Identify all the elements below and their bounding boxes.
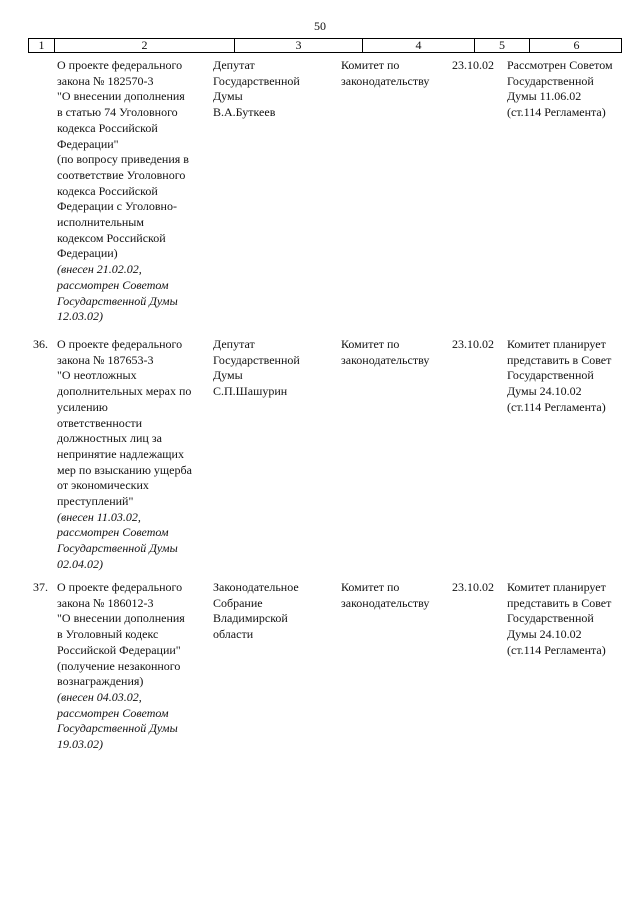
column-header-6: 6 <box>529 39 623 52</box>
law-line: закона № 182570-3 <box>57 73 154 88</box>
status <box>507 337 625 416</box>
column-header-row <box>28 38 622 53</box>
initiator-line: Государственной <box>213 73 300 88</box>
entry-number: 36. <box>33 337 48 351</box>
law-line: дополнительных мерах по <box>57 384 192 399</box>
entry-number: 37. <box>33 580 48 594</box>
initiator-line: Государственной <box>213 352 300 367</box>
status-line: Думы 24.10.02 <box>507 627 582 642</box>
date: 23.10.02 <box>452 580 494 594</box>
law-line: (внесен 04.03.02, <box>57 689 142 704</box>
status-line: (ст.114 Регламента) <box>507 399 606 414</box>
committee-line: Комитет по <box>341 580 400 594</box>
status <box>507 58 625 121</box>
initiator-line: В.А.Буткеев <box>213 105 276 120</box>
initiator-line: Владимирской <box>213 611 288 626</box>
law-line: 02.04.02) <box>57 556 103 571</box>
committee <box>341 580 449 611</box>
status-line: представить в Совет <box>507 352 612 367</box>
law-line: кодексом Российской <box>57 230 166 245</box>
law-line: "О неотложных <box>57 368 137 383</box>
initiator-line: Думы <box>213 368 243 383</box>
committee-line: законодательству <box>341 352 430 367</box>
law-line: закона № 186012-3 <box>57 595 154 610</box>
status-line: Государственной <box>507 611 594 626</box>
committee-line: Комитет по <box>341 337 400 351</box>
law-line: Федерации) <box>57 246 118 261</box>
initiator-line: Законодательное <box>213 580 299 594</box>
law-line: рассмотрен Советом <box>57 525 169 540</box>
column-header-1: 1 <box>38 38 45 52</box>
law-line: должностных лиц за <box>57 431 162 446</box>
law-line: рассмотрен Советом <box>57 277 169 292</box>
status-line: Комитет планирует <box>507 337 606 351</box>
committee-line: законодательству <box>341 73 430 88</box>
law-line: непринятие надлежащих <box>57 446 184 461</box>
law-line: закона № 187653-3 <box>57 352 154 367</box>
status <box>507 580 625 659</box>
law-line: кодекса Российской <box>57 183 158 198</box>
law-line: 12.03.02) <box>57 309 103 324</box>
page-number: 50 <box>314 19 326 33</box>
status-line: Государственной <box>507 73 594 88</box>
law-line: "О внесении дополнения <box>57 89 185 104</box>
status-line: Рассмотрен Советом <box>507 58 613 72</box>
initiator <box>213 58 333 121</box>
law-line: (по вопросу приведения в <box>57 152 189 167</box>
status-line: Государственной <box>507 368 594 383</box>
committee-line: законодательству <box>341 595 430 610</box>
law-line: "О внесении дополнения <box>57 611 185 626</box>
initiator-line: Думы <box>213 89 243 104</box>
initiator <box>213 580 333 643</box>
law-line: мер по взысканию ущерба <box>57 462 192 477</box>
law-line: ответственности <box>57 415 143 430</box>
law-line: О проекте федерального <box>57 58 183 72</box>
status-line: представить в Совет <box>507 595 612 610</box>
law-line: 19.03.02) <box>57 737 103 752</box>
initiator-line: Депутат <box>213 337 255 351</box>
status-line: (ст.114 Регламента) <box>507 642 606 657</box>
law-line: Российской Федерации" <box>57 642 181 657</box>
column-header-5: 5 <box>474 39 529 52</box>
law-line: (внесен 21.02.02, <box>57 262 142 277</box>
committee <box>341 58 449 89</box>
status-line: Думы 24.10.02 <box>507 384 582 399</box>
initiator-line: С.П.Шашурин <box>213 384 288 399</box>
committee-line: Комитет по <box>341 58 400 72</box>
law-description <box>57 58 207 325</box>
law-line: Государственной Думы <box>57 721 178 736</box>
law-line: Федерации" <box>57 136 119 151</box>
initiator <box>213 337 333 400</box>
law-line: усилению <box>57 399 108 414</box>
law-line: О проекте федерального <box>57 580 183 594</box>
law-line: (получение незаконного <box>57 658 181 673</box>
law-line: в Уголовный кодекс <box>57 627 159 642</box>
law-line: преступлений" <box>57 494 134 509</box>
initiator-line: Депутат <box>213 58 255 72</box>
law-line: (внесен 11.03.02, <box>57 509 141 524</box>
initiator-line: области <box>213 627 254 642</box>
law-description <box>57 337 207 573</box>
column-header-4: 4 <box>362 39 474 52</box>
law-line: Государственной Думы <box>57 541 178 556</box>
date: 23.10.02 <box>452 337 494 351</box>
law-line: Федерации с Уголовно- <box>57 199 177 214</box>
law-line: кодекса Российской <box>57 120 158 135</box>
committee <box>341 337 449 368</box>
column-header-3: 3 <box>234 39 362 52</box>
law-line: исполнительным <box>57 215 144 230</box>
law-line: соответствие Уголовного <box>57 167 186 182</box>
column-header-2: 2 <box>54 39 234 52</box>
status-line: Комитет планирует <box>507 580 606 594</box>
status-line: Думы 11.06.02 <box>507 89 582 104</box>
law-line: в статью 74 Уголовного <box>57 105 178 120</box>
date: 23.10.02 <box>452 58 494 72</box>
law-line: О проекте федерального <box>57 337 183 351</box>
law-line: Государственной Думы <box>57 293 178 308</box>
initiator-line: Собрание <box>213 595 263 610</box>
law-line: рассмотрен Советом <box>57 705 169 720</box>
law-line: вознаграждения) <box>57 674 144 689</box>
status-line: (ст.114 Регламента) <box>507 105 606 120</box>
law-description <box>57 580 207 753</box>
law-line: от экономических <box>57 478 149 493</box>
